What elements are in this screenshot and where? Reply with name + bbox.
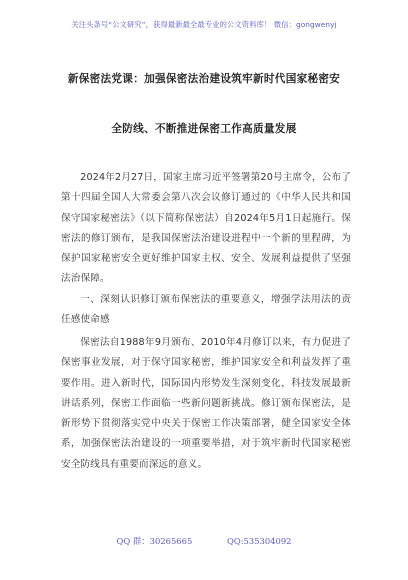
footer-contact [0,535,408,547]
body-block-2 [61,333,351,475]
section-heading-1: 一、深刻认识修订颁布保密法的重要意义，增强学法用法的责任感使命感 [61,293,351,326]
footer-qq-group: QQ 群：30265665 [116,536,193,546]
footer-qq: QQ:535304092 [226,536,292,546]
paragraph-history: 保密法自1988年9月颁布、2010年4月修订以来，有力促进了保密事业发展，对于保守国家秘密，维护国家安全和利益发挥了重要作用。进入新时代，国际国内形势发生深刻变化，科技发展最新讲话系列，保密工作面临一些新问题新挑战。修订颁布保密法，是新形势下贯彻落实党中央关于保密工作决策部署，健全国家安全体系，加强保密法治建设的一项重要举措，对于筑牢新时代国家秘密安全防线具有重要而深远的意义。 [61,337,351,470]
header-promo-note: 关注头条号“公文研究”，获得最新最全最专业的公文资料库！ 微信：gongwenyj [71,20,337,29]
document-title-line-1: 新保密法党课：加强保密法治建设筑牢新时代国家秘密安 [67,73,341,85]
paragraph-intro: 2024年2月27日，国家主席习近平签署第20号主席令，公布了第十四届全国人大常委会第八次会议修订通过的《中华人民共和国保守国家秘密法》（以下简称保密法）自2024年5月1日起施行。保密法的修订颁布，是我国保密法治建设进程中一个新的里程碑，为保护国家秘密安全更好维护国家主权、安全、发展利益提供了坚强法治保障。 [61,172,351,285]
body-block-1 [61,168,351,330]
document-title-line-2: 全防线、不断推进保密工作高质量发展 [111,123,297,135]
